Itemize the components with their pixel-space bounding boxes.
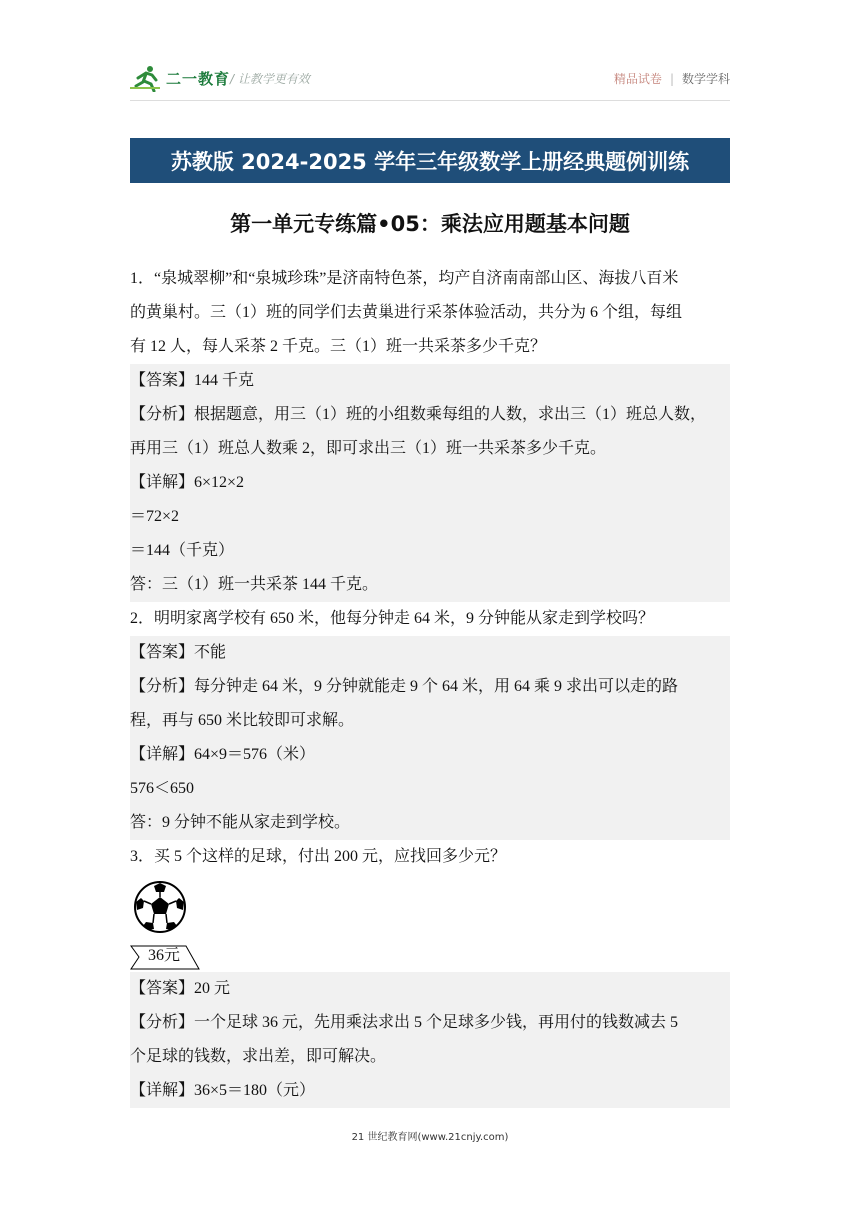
logo-text: 二一教育 bbox=[166, 69, 231, 88]
answer-line: ＝144（千克） bbox=[130, 542, 235, 559]
answer-line: 再用三（1）班总人数乘 2，即可求出三（1）班一共采茶多少千克。 bbox=[130, 440, 607, 457]
header-divider bbox=[130, 100, 730, 101]
answer-line: 答：三（1）班一共采茶 144 千克。 bbox=[130, 576, 379, 593]
page-header bbox=[130, 62, 730, 102]
answer-line: 【分析】一个足球 36 元，先用乘法求出 5 个足球多少钱，再用付的钱数减去 5 bbox=[130, 1014, 679, 1031]
running-man-icon bbox=[130, 64, 164, 92]
question-line: 1．“泉城翠柳”和“泉城珍珠”是济南特色茶，均产自济南南部山区、海拔八百米 bbox=[130, 270, 679, 287]
answer-line: 个足球的钱数，求出差，即可解决。 bbox=[130, 1048, 387, 1065]
tag-separator: | bbox=[669, 72, 674, 86]
answer-line: 576＜650 bbox=[130, 780, 195, 797]
page-footer: 21 世纪教育网(www.21cnjy.com) bbox=[351, 1132, 509, 1143]
answer-line: 【答案】20 元 bbox=[130, 980, 231, 997]
header-tags bbox=[614, 70, 730, 87]
question-1 bbox=[130, 262, 730, 364]
title-banner: 苏教版 2024-2025 学年三年级数学上册经典题例训练 bbox=[130, 138, 730, 183]
answer-line: 程，再与 650 米比较即可求解。 bbox=[130, 712, 355, 729]
tag-premium: 精品试卷 bbox=[613, 72, 662, 86]
slogan: / 让教学更有效 bbox=[230, 72, 310, 86]
answer-block-3 bbox=[130, 972, 730, 1108]
answer-line: 【详解】36×5＝180（元） bbox=[130, 1082, 316, 1099]
tag-subject: 数学学科 bbox=[681, 72, 730, 86]
question-line: 有 12 人，每人采茶 2 千克。三（1）班一共采茶多少千克？ bbox=[130, 338, 547, 355]
answer-block-1 bbox=[130, 364, 730, 602]
answer-line: 【答案】不能 bbox=[130, 644, 227, 661]
football-icon bbox=[133, 880, 187, 934]
question-line: 的黄巢村。三（1）班的同学们去黄巢进行采茶体验活动，共分为 6 个组，每组 bbox=[130, 304, 683, 321]
answer-line: 答：9 分钟不能从家走到学校。 bbox=[130, 814, 351, 831]
football-figure bbox=[130, 874, 730, 938]
section-title: 第一单元专练篇•05：乘法应用题基本问题 bbox=[230, 212, 630, 236]
answer-line: ＝72×2 bbox=[130, 508, 180, 525]
question-2 bbox=[130, 602, 730, 636]
answer-line: 【详解】64×9＝576（米） bbox=[130, 746, 316, 763]
question-3 bbox=[130, 840, 730, 972]
question-line: 3．买 5 个这样的足球，付出 200 元，应找回多少元？ bbox=[130, 848, 507, 865]
answer-line: 【分析】每分钟走 64 米，9 分钟就能走 9 个 64 米，用 64 乘 9 求出可以走的路 bbox=[130, 678, 679, 695]
logo bbox=[130, 64, 230, 92]
answer-line: 【详解】6×12×2 bbox=[130, 474, 245, 491]
price-tag-label: 36元 bbox=[148, 947, 181, 964]
content bbox=[130, 262, 730, 1108]
question-line: 2．明明家离学校有 650 米，他每分钟走 64 米，9 分钟能从家走到学校吗？ bbox=[130, 610, 655, 627]
answer-line: 【分析】根据题意，用三（1）班的小组数乘每组的人数，求出三（1）班总人数， bbox=[130, 406, 707, 423]
price-tag bbox=[130, 938, 730, 972]
answer-line: 【答案】144 千克 bbox=[130, 372, 255, 389]
answer-block-2 bbox=[130, 636, 730, 840]
